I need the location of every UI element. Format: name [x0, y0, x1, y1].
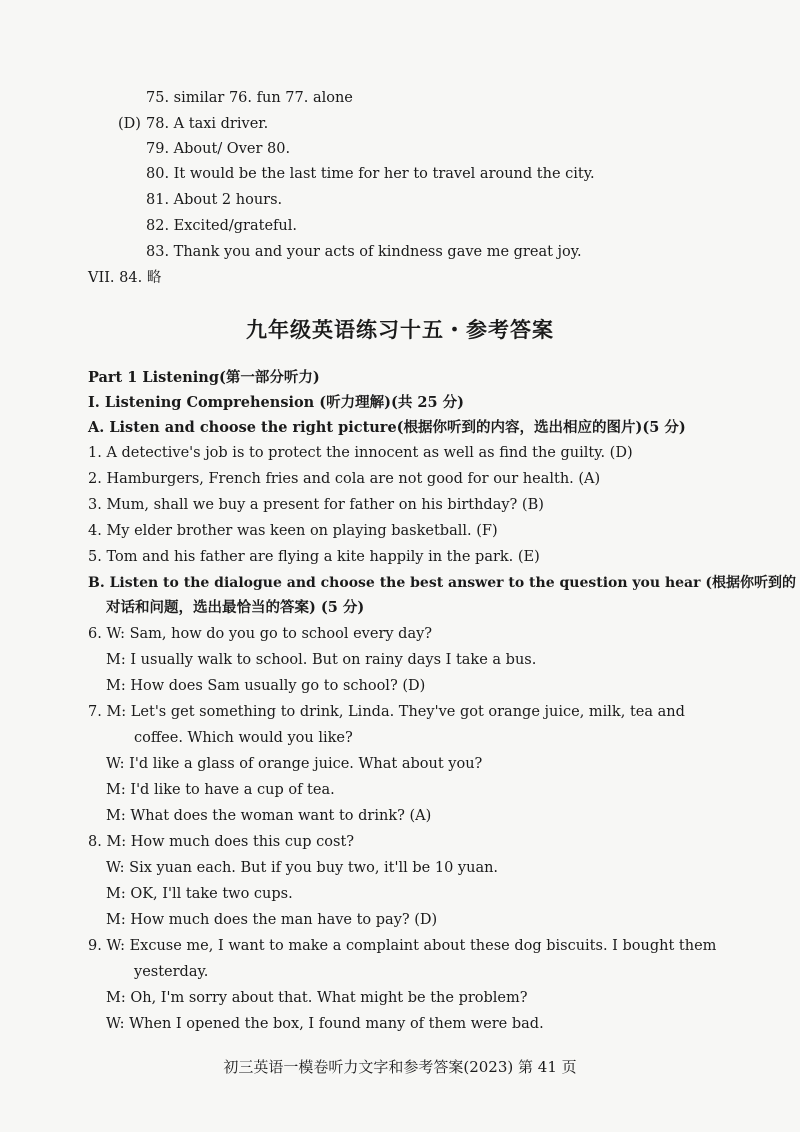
q6-line-2: M: I usually walk to school. But on rainy days I take a bus. — [106, 652, 537, 668]
q7-line-2: coffee. Which would you like? — [134, 730, 353, 746]
item-a-2: 2. Hamburgers, French fries and cola are not good for our health. (A) — [88, 471, 601, 487]
page-footer: 初三英语一模卷听力文字和参考答案(2023) 第 41 页 — [223, 1058, 577, 1076]
q8-line-3: M: OK, I'll take two cups. — [106, 886, 293, 902]
answer-d-label: (D) — [118, 116, 141, 132]
q8-line-1: 8. M: How much does this cup cost? — [88, 834, 355, 850]
section-b-heading-cont: 对话和问题，选出最恰当的答案) (5 分) — [106, 599, 365, 616]
section-b-heading: B. Listen to the dialogue and choose the best answer to the question you hear (根据你听到的 — [88, 575, 796, 591]
answer-84: VII. 84. 略 — [88, 270, 162, 286]
q7-line-3: W: I'd like a glass of orange juice. What about you? — [106, 756, 483, 772]
page-title: 九年级英语练习十五・参考答案 — [246, 317, 554, 342]
q6-line-1: 6. W: Sam, how do you go to school every day? — [88, 626, 433, 642]
q6-line-3: M: How does Sam usually go to school? (D) — [106, 678, 426, 694]
section-a-heading: A. Listen and choose the right picture(根据你听到的内容，选出相应的图片)(5 分) — [88, 419, 686, 436]
item-a-4: 4. My elder brother was keen on playing basketball. (F) — [88, 523, 498, 539]
section-i-heading: I. Listening Comprehension (听力理解)(共 25 分) — [88, 394, 464, 411]
q9-line-3: M: Oh, I'm sorry about that. What might be the problem? — [106, 990, 528, 1006]
answer-75-77: 75. similar 76. fun 77. alone — [146, 90, 353, 106]
q9-line-1: 9. W: Excuse me, I want to make a complaint about these dog biscuits. I bought them — [88, 938, 717, 954]
answer-81: 81. About 2 hours. — [146, 192, 283, 208]
q8-line-2: W: Six yuan each. But if you buy two, it'll be 10 yuan. — [106, 860, 499, 876]
answer-78: 78. A taxi driver. — [146, 116, 269, 132]
item-a-3: 3. Mum, shall we buy a present for father on his birthday? (B) — [88, 497, 544, 513]
q7-line-5: M: What does the woman want to drink? (A) — [106, 808, 432, 824]
item-a-5: 5. Tom and his father are flying a kite happily in the park. (E) — [88, 549, 540, 565]
item-a-1: 1. A detective's job is to protect the innocent as well as find the guilty. (D) — [88, 445, 633, 461]
part1-heading: Part 1 Listening(第一部分听力) — [88, 369, 320, 386]
q9-line-2: yesterday. — [134, 964, 209, 980]
q7-line-1: 7. M: Let's get something to drink, Linda. They've got orange juice, milk, tea and — [88, 704, 685, 720]
q7-line-4: M: I'd like to have a cup of tea. — [106, 782, 335, 798]
answer-80: 80. It would be the last time for her to travel around the city. — [146, 166, 595, 182]
q9-line-4: W: When I opened the box, I found many of them were bad. — [106, 1016, 544, 1032]
answer-79: 79. About/ Over 80. — [146, 141, 291, 157]
answer-83: 83. Thank you and your acts of kindness gave me great joy. — [146, 244, 582, 260]
q8-line-4: M: How much does the man have to pay? (D) — [106, 912, 438, 928]
answer-82: 82. Excited/grateful. — [146, 218, 297, 234]
